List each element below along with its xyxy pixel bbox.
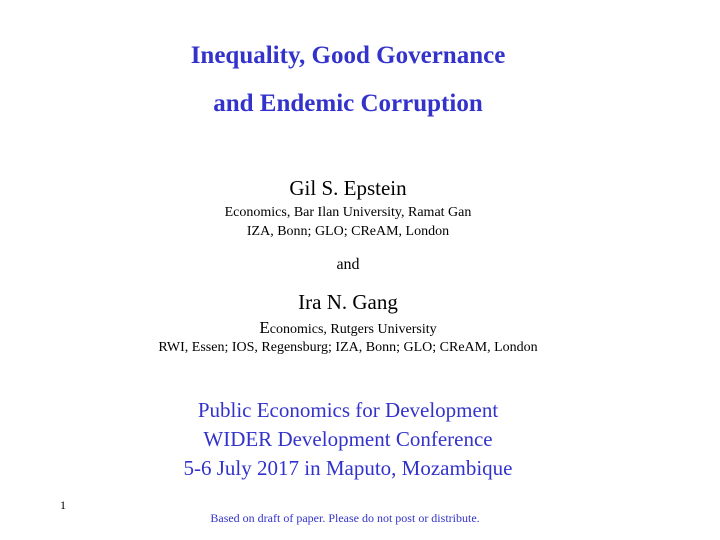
conjunction: and xyxy=(336,256,360,273)
author-2-affiliation-1 xyxy=(0,318,696,338)
event-line-3: 5-6 July 2017 in Maputo, Mozambique xyxy=(183,456,513,480)
footer-note: Based on draft of paper. Please do not post or distribute. xyxy=(210,511,480,525)
author-2-affiliation-2: RWI, Essen; IOS, Regensburg; IZA, Bonn; GLO; CReAM, London xyxy=(158,340,538,355)
author-1-name: Gil S. Epstein xyxy=(289,176,407,200)
author-2-affiliation-1-rest: conomics, Rutgers University xyxy=(269,322,437,337)
title-line-1: Inequality, Good Governance xyxy=(190,42,506,69)
author-2-name: Ira N. Gang xyxy=(298,290,398,314)
title-line-2: and Endemic Corruption xyxy=(213,90,483,117)
event-line-1: Public Economics for Development xyxy=(197,398,499,422)
author-1-affiliation-2: IZA, Bonn; GLO; CReAM, London xyxy=(246,224,450,239)
event-line-2: WIDER Development Conference xyxy=(203,427,493,451)
page-number: 1 xyxy=(60,498,66,512)
author-2-affiliation-1-initial: E xyxy=(259,318,270,337)
author-1-affiliation-1: Economics, Bar Ilan University, Ramat Gan xyxy=(224,205,472,220)
